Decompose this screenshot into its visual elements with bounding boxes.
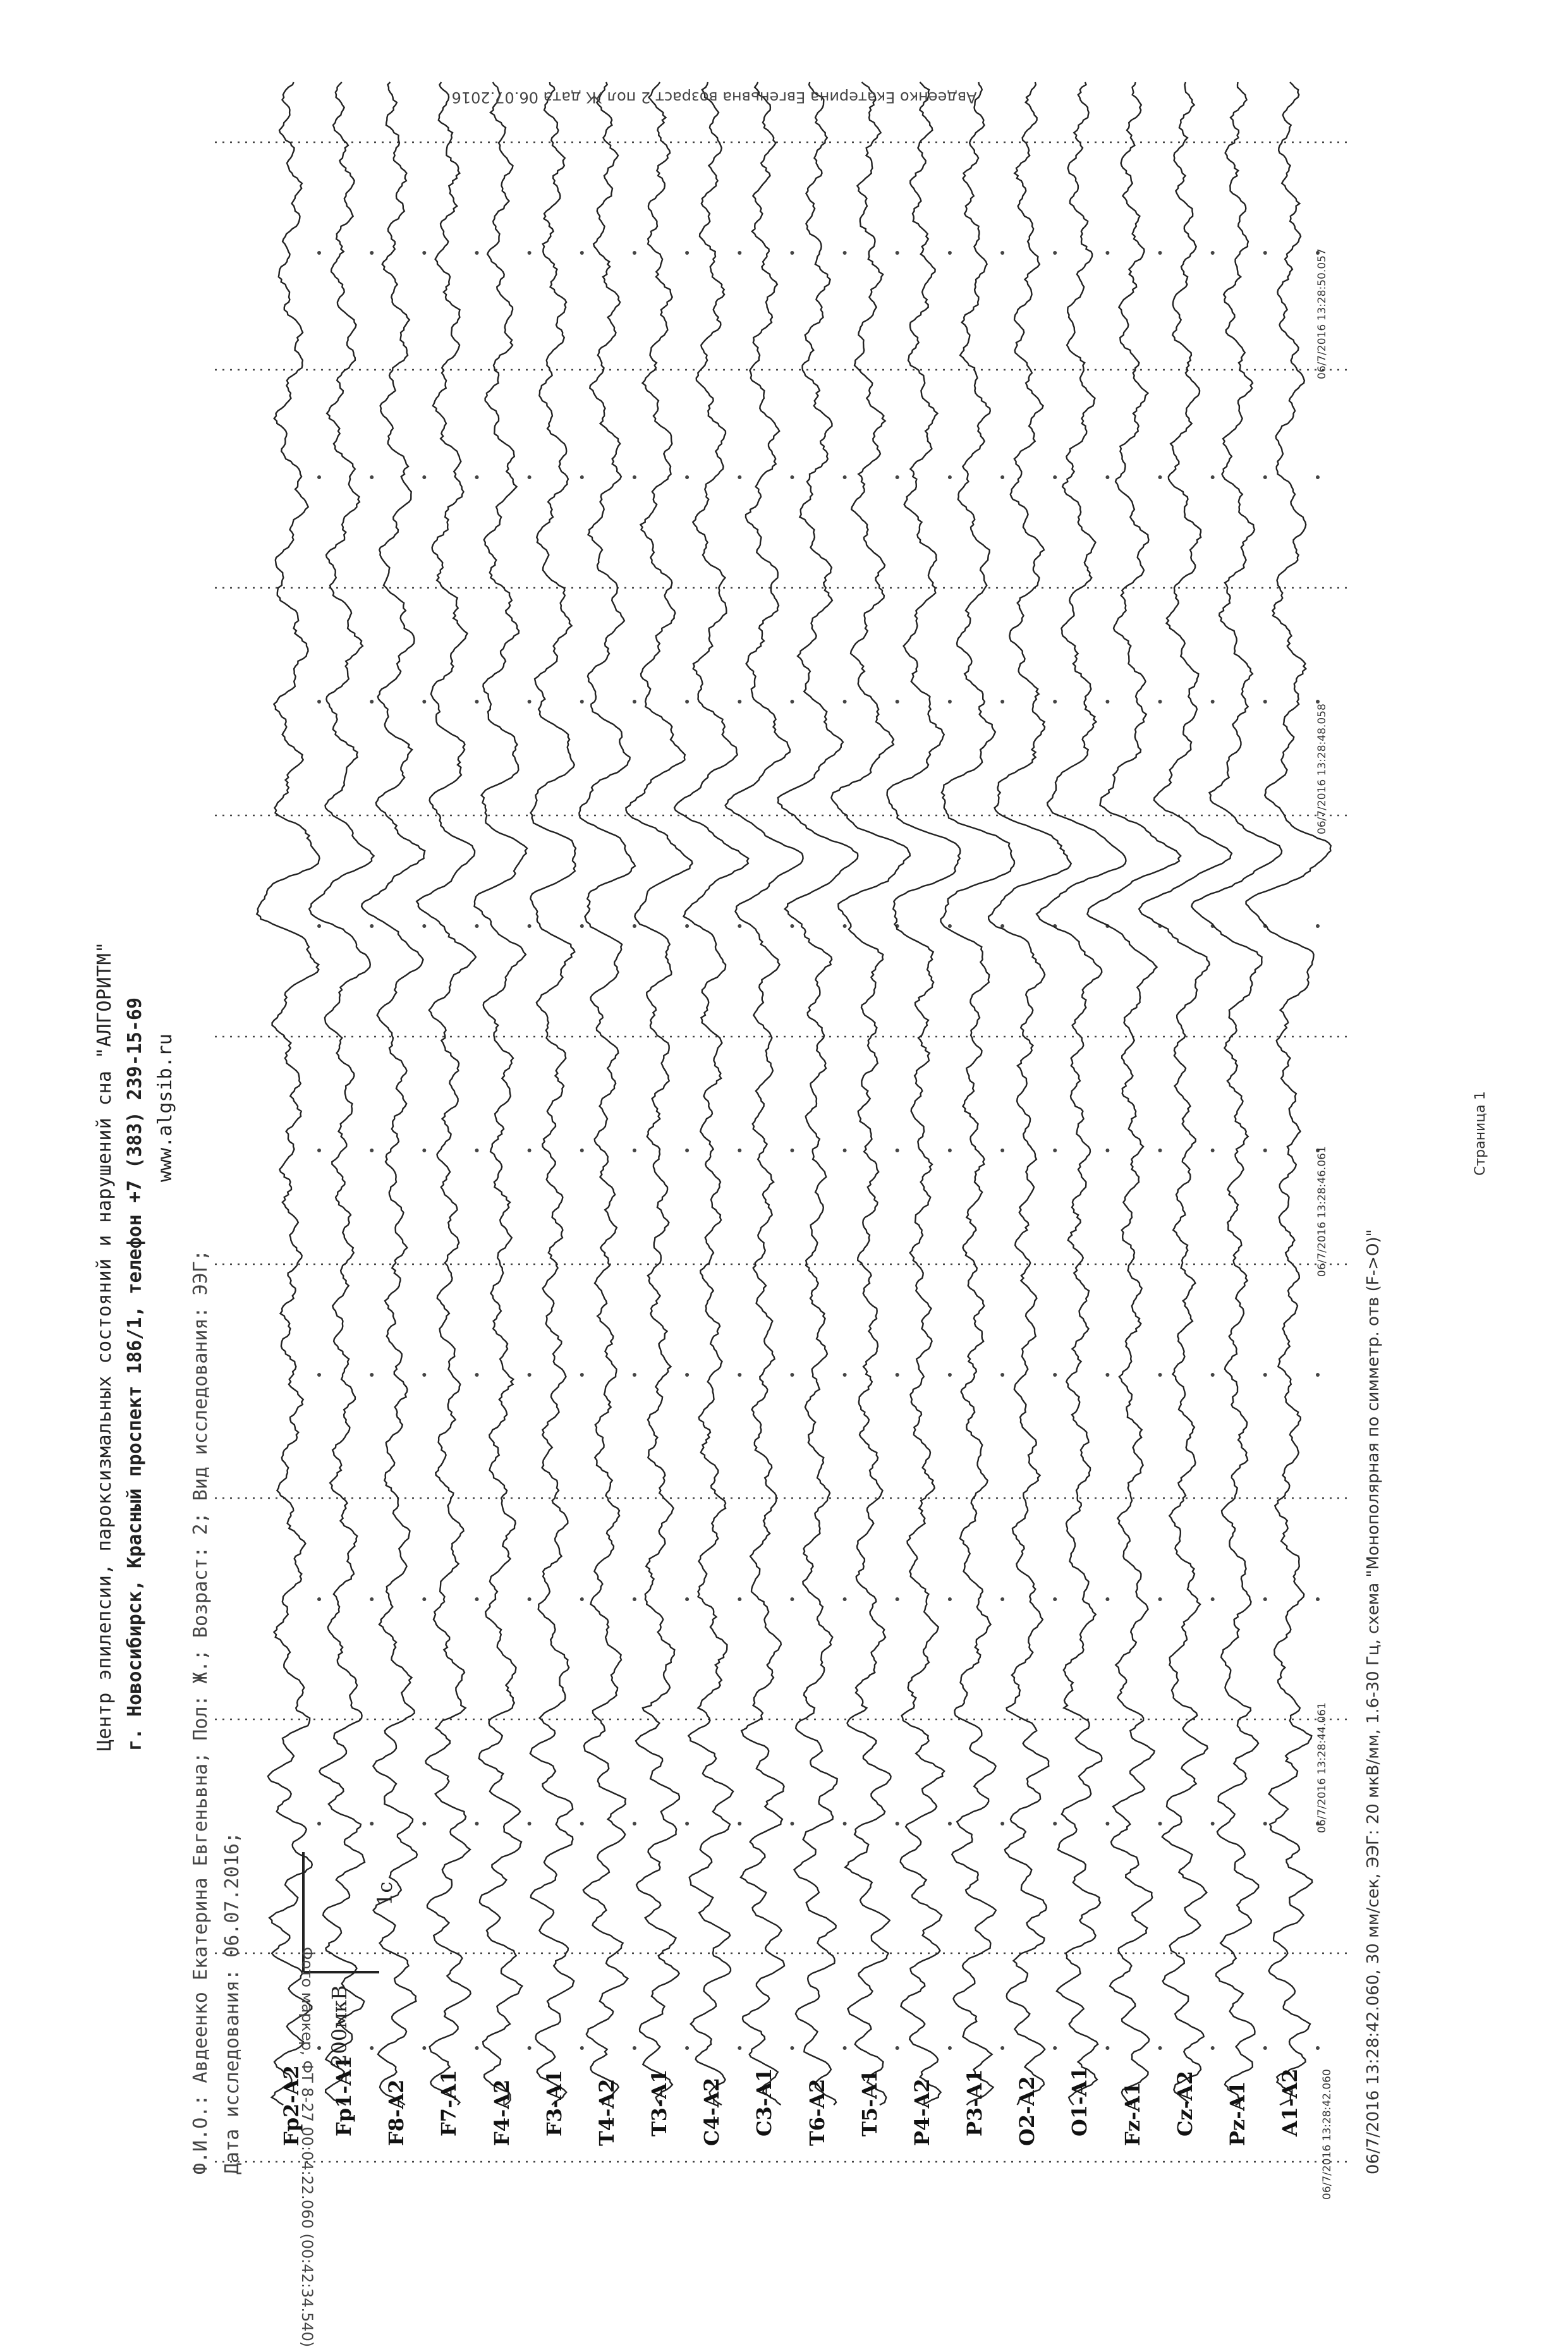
channel-dot: [580, 475, 584, 479]
channel-dot: [475, 1373, 479, 1377]
channel-dot: [370, 700, 374, 704]
channel-dot: [843, 924, 847, 928]
eeg-trace-o1-a1: [1036, 82, 1126, 2105]
channel-dot: [738, 251, 741, 255]
channel-dot: [475, 700, 479, 704]
channel-label-t5-a1: T5-A1: [857, 2069, 882, 2137]
channel-dot: [790, 1373, 794, 1377]
channel-label-t6-a2: T6-A2: [805, 2078, 829, 2146]
channel-dot: [685, 1149, 689, 1152]
study-date: Дата исследования: 06.07.2016;: [221, 1832, 243, 2174]
channel-dot: [843, 1822, 847, 1826]
amplitude-scale-label: 200мкВ: [327, 1985, 351, 2067]
channel-dot: [738, 1373, 741, 1377]
channel-dot: [580, 924, 584, 928]
channel-dot: [1000, 1149, 1004, 1152]
eeg-trace-t4-a2: [579, 82, 635, 2105]
channel-dot: [1263, 700, 1267, 704]
channel-dot: [528, 251, 532, 255]
channel-dot: [317, 700, 321, 704]
channel-label-p4-a2: P4-A2: [909, 2078, 934, 2146]
channel-dot: [370, 475, 374, 479]
channel-dot: [843, 1149, 847, 1152]
channel-dot: [1211, 475, 1215, 479]
channel-dot: [528, 475, 532, 479]
channel-dot: [1053, 1149, 1057, 1152]
eeg-trace-f3-a1: [530, 82, 576, 2105]
channel-dot: [948, 1373, 952, 1377]
channel-dot: [948, 1822, 952, 1826]
eeg-trace-p3-a1: [941, 82, 1015, 2105]
clinic-title: Центр эпилепсии, пароксизмальных состояний и нарушений сна "АЛГОРИТМ": [94, 941, 116, 1751]
channel-dot: [1105, 1597, 1109, 1601]
channel-dot: [685, 1597, 689, 1601]
page-number: Страница 1: [1473, 1091, 1488, 1176]
channel-label-pz-a1: Pz-A1: [1225, 2081, 1249, 2146]
channel-dot: [1000, 251, 1004, 255]
channel-dot: [370, 924, 374, 928]
channel-dot: [790, 1149, 794, 1152]
channel-dot: [633, 1597, 636, 1601]
channel-dot: [1105, 700, 1109, 704]
channel-dot: [948, 1149, 952, 1152]
channel-dot: [475, 475, 479, 479]
channel-dot: [1158, 1597, 1162, 1601]
channel-dot: [1316, 2046, 1320, 2050]
channel-dot: [370, 1149, 374, 1152]
timestamp-4: 06/7/2016 13:28:48.058: [1316, 704, 1328, 834]
channel-dot: [1000, 700, 1004, 704]
channel-dot: [1105, 1373, 1109, 1377]
channel-dot: [1158, 251, 1162, 255]
channel-dot: [1000, 1597, 1004, 1601]
channel-dot: [790, 924, 794, 928]
channel-dot: [1263, 2046, 1267, 2050]
channel-label-o2-a2: O2-A2: [1015, 2076, 1040, 2146]
channel-dot: [896, 1149, 899, 1152]
channel-dot: [1053, 2046, 1057, 2050]
channel-dot: [528, 2046, 532, 2050]
channel-dot: [528, 1373, 532, 1377]
channel-dot: [1105, 475, 1109, 479]
channel-dot: [1000, 924, 1004, 928]
channel-label-c3-a1: C3-A1: [752, 2068, 777, 2137]
channel-dot: [1105, 1149, 1109, 1152]
channel-dot: [370, 251, 374, 255]
channel-label-f8-a2: F8-A2: [384, 2079, 409, 2146]
channel-dot: [738, 700, 741, 704]
channel-dot: [1316, 1597, 1320, 1601]
channel-dot: [528, 924, 532, 928]
channel-dot: [790, 700, 794, 704]
channel-dot: [317, 1373, 321, 1377]
eeg-trace-fp1-a1: [309, 82, 374, 2105]
eeg-trace-f4-a2: [475, 82, 528, 2105]
eeg-trace-o2-a2: [988, 82, 1071, 2105]
channel-dot: [1053, 700, 1057, 704]
channel-dot: [1316, 475, 1320, 479]
channel-dot: [633, 475, 636, 479]
channel-dot: [738, 924, 741, 928]
channel-dot: [738, 475, 741, 479]
channel-dot: [317, 251, 321, 255]
channel-dot: [317, 475, 321, 479]
channel-dot: [1316, 1373, 1320, 1377]
channel-dot: [580, 700, 584, 704]
channel-dot: [317, 1149, 321, 1152]
channel-dot: [948, 475, 952, 479]
channel-dot: [1053, 1822, 1057, 1826]
channel-dot: [738, 1149, 741, 1152]
channel-dot: [1105, 1822, 1109, 1826]
channel-label-f4-a2: F4-A2: [489, 2079, 514, 2146]
channel-dot: [843, 475, 847, 479]
channel-dot: [685, 1373, 689, 1377]
channel-dot: [475, 1822, 479, 1826]
channel-dot: [633, 700, 636, 704]
eeg-trace-fp2-a2: [257, 82, 319, 2105]
channel-dot: [843, 2046, 847, 2050]
channel-dot: [1263, 1149, 1267, 1152]
channel-dot: [528, 1149, 532, 1152]
channel-dot: [422, 475, 426, 479]
time-scale-label: 1с: [373, 1881, 397, 1906]
timestamp-1: 06/7/2016 13:28:42.060: [1321, 2069, 1334, 2200]
channel-dot: [1211, 2046, 1215, 2050]
eeg-trace-c3-a1: [726, 82, 803, 2105]
channel-dot: [528, 1597, 532, 1601]
channel-dot: [948, 251, 952, 255]
channel-dot: [1263, 251, 1267, 255]
channel-dot: [1211, 1597, 1215, 1601]
channel-dot: [1000, 475, 1004, 479]
channel-dot: [580, 2046, 584, 2050]
channel-dot: [633, 2046, 636, 2050]
channel-dot: [1053, 475, 1057, 479]
channel-dot: [422, 251, 426, 255]
channel-dot: [422, 2046, 426, 2050]
eeg-trace-f7-a1: [416, 82, 476, 2105]
channel-label-f3-a1: F3-A1: [542, 2070, 566, 2137]
clinic-website: www.algsib.ru: [154, 1033, 176, 1182]
eeg-trace-p4-a2: [887, 82, 961, 2105]
top-patient-banner: Авдеенко Екатерина Евгеньвна возраст 2 пол Ж дата 06.07.2016: [451, 88, 977, 106]
channel-dot: [1263, 1373, 1267, 1377]
channel-dot: [896, 700, 899, 704]
channel-dot: [790, 475, 794, 479]
channel-dot: [422, 1373, 426, 1377]
eeg-trace-c4-a2: [674, 82, 748, 2105]
channel-dot: [1158, 1149, 1162, 1152]
channel-dot: [1263, 475, 1267, 479]
channel-dot: [1053, 251, 1057, 255]
channel-dot: [1053, 1373, 1057, 1377]
channel-dot: [633, 1822, 636, 1826]
channel-dot: [790, 251, 794, 255]
channel-label-c4-a2: C4-A2: [700, 2077, 724, 2146]
channel-dot: [1000, 1373, 1004, 1377]
channel-dot: [738, 2046, 741, 2050]
channel-dot: [475, 1597, 479, 1601]
channel-label-t3-a1: T3-A1: [647, 2069, 672, 2137]
channel-dot: [896, 475, 899, 479]
channel-dot: [685, 924, 689, 928]
channel-label-o1-a1: O1-A1: [1067, 2066, 1092, 2137]
channel-label-p3-a1: P3-A1: [963, 2069, 987, 2137]
channel-dot: [843, 1373, 847, 1377]
channel-dot: [896, 251, 899, 255]
channel-dot: [528, 700, 532, 704]
channel-label-t4-a2: T4-A2: [594, 2078, 619, 2146]
channel-dot: [1105, 2046, 1109, 2050]
channel-dot: [370, 1822, 374, 1826]
channel-dot: [317, 1597, 321, 1601]
channel-dot: [633, 924, 636, 928]
channel-dot: [896, 1373, 899, 1377]
channel-dot: [896, 1597, 899, 1601]
channel-dot: [475, 2046, 479, 2050]
channel-label-fz-a1: Fz-A1: [1120, 2082, 1145, 2146]
channel-dot: [1158, 475, 1162, 479]
channel-label-cz-a2: Cz-A2: [1172, 2070, 1197, 2137]
eeg-trace-t5-a1: [831, 82, 910, 2105]
channel-dot: [1158, 1373, 1162, 1377]
channel-dot: [685, 251, 689, 255]
channel-dot: [1263, 1597, 1267, 1601]
channel-label-a1-a2: A1-A2: [1278, 2068, 1302, 2137]
clinic-address: г. Новосибирск, Красный проспект 186/1, телефон +7 (383) 239-15-69: [124, 997, 146, 1751]
channel-dot: [948, 700, 952, 704]
channel-dot: [1211, 700, 1215, 704]
channel-dot: [685, 1822, 689, 1826]
channel-dot: [317, 924, 321, 928]
channel-dot: [633, 1373, 636, 1377]
channel-dot: [422, 700, 426, 704]
channel-dot: [1316, 700, 1320, 704]
channel-dot: [843, 700, 847, 704]
channel-dot: [1000, 1822, 1004, 1826]
channel-dot: [738, 1822, 741, 1826]
channel-dot: [317, 1822, 321, 1826]
channel-dot: [580, 1373, 584, 1377]
channel-dot: [1053, 1597, 1057, 1601]
channel-dot: [422, 1597, 426, 1601]
channel-dot: [370, 1597, 374, 1601]
channel-dot: [843, 1597, 847, 1601]
eeg-trace-f8-a2: [362, 82, 425, 2105]
channel-dot: [1263, 1822, 1267, 1826]
channel-dot: [1316, 924, 1320, 928]
channel-dot: [896, 1822, 899, 1826]
channel-dot: [475, 1149, 479, 1152]
channel-dot: [790, 1597, 794, 1601]
channel-dot: [790, 1822, 794, 1826]
channel-dot: [370, 2046, 374, 2050]
recording-settings: 06/7/2016 13:28:42.060, 30 мм/сек, ЭЭГ: 20 мкВ/мм, 1.6-30 Гц, схема "Монополярная по симметр. отв (F->O)": [1364, 1229, 1383, 2174]
channel-dot: [580, 1597, 584, 1601]
channel-dot: [422, 924, 426, 928]
channel-dot: [422, 1822, 426, 1826]
channel-dot: [948, 924, 952, 928]
channel-dot: [896, 2046, 899, 2050]
channel-dot: [685, 2046, 689, 2050]
channel-dot: [580, 1149, 584, 1152]
channel-dot: [370, 1373, 374, 1377]
channel-dot: [475, 924, 479, 928]
channel-dot: [1105, 251, 1109, 255]
channel-dot: [738, 1597, 741, 1601]
channel-dot: [948, 1597, 952, 1601]
channel-dot: [1211, 1822, 1215, 1826]
channel-dot: [1211, 1149, 1215, 1152]
channel-dot: [1211, 251, 1215, 255]
channel-dot: [317, 2046, 321, 2050]
eeg-trace-t6-a2: [778, 82, 858, 2105]
channel-dot: [1211, 1373, 1215, 1377]
timestamp-2: 06/7/2016 13:28:44.061: [1316, 1702, 1328, 1833]
timestamp-3: 06/7/2016 13:28:46.061: [1316, 1146, 1328, 1277]
channel-dot: [685, 475, 689, 479]
eeg-trace-t3-a1: [626, 82, 693, 2105]
channel-dot: [1158, 700, 1162, 704]
channel-dot: [1000, 2046, 1004, 2050]
channel-label-fp1-a1: Fp1-A1: [332, 2056, 356, 2137]
channel-dot: [580, 1822, 584, 1826]
channel-dot: [633, 251, 636, 255]
channel-dot: [475, 251, 479, 255]
timestamp-5: 06/7/2016 13:28:50.057: [1316, 248, 1328, 379]
eeg-trace-pz-a1: [1191, 82, 1282, 2105]
photo-marker: Фото маркер, ФТ 8-27 00:04:22.060 (00:42:34.540): [298, 1947, 316, 2347]
channel-label-fp2-a2: Fp2-A2: [279, 2065, 303, 2146]
channel-dot: [843, 251, 847, 255]
channel-dot: [948, 2046, 952, 2050]
patient-info: Ф.И.О.: Авдеенко Екатерина Евгеньвна; Пол: Ж.; Возраст: 2; Вид исследования: ЭЭГ;: [190, 1250, 212, 2174]
channel-dot: [580, 251, 584, 255]
channel-dot: [685, 700, 689, 704]
channel-dot: [528, 1822, 532, 1826]
channel-dot: [1158, 1822, 1162, 1826]
channel-dot: [422, 1149, 426, 1152]
channel-dot: [790, 2046, 794, 2050]
channel-label-f7-a1: F7-A1: [437, 2070, 461, 2137]
channel-dot: [1158, 2046, 1162, 2050]
channel-dot: [633, 1149, 636, 1152]
